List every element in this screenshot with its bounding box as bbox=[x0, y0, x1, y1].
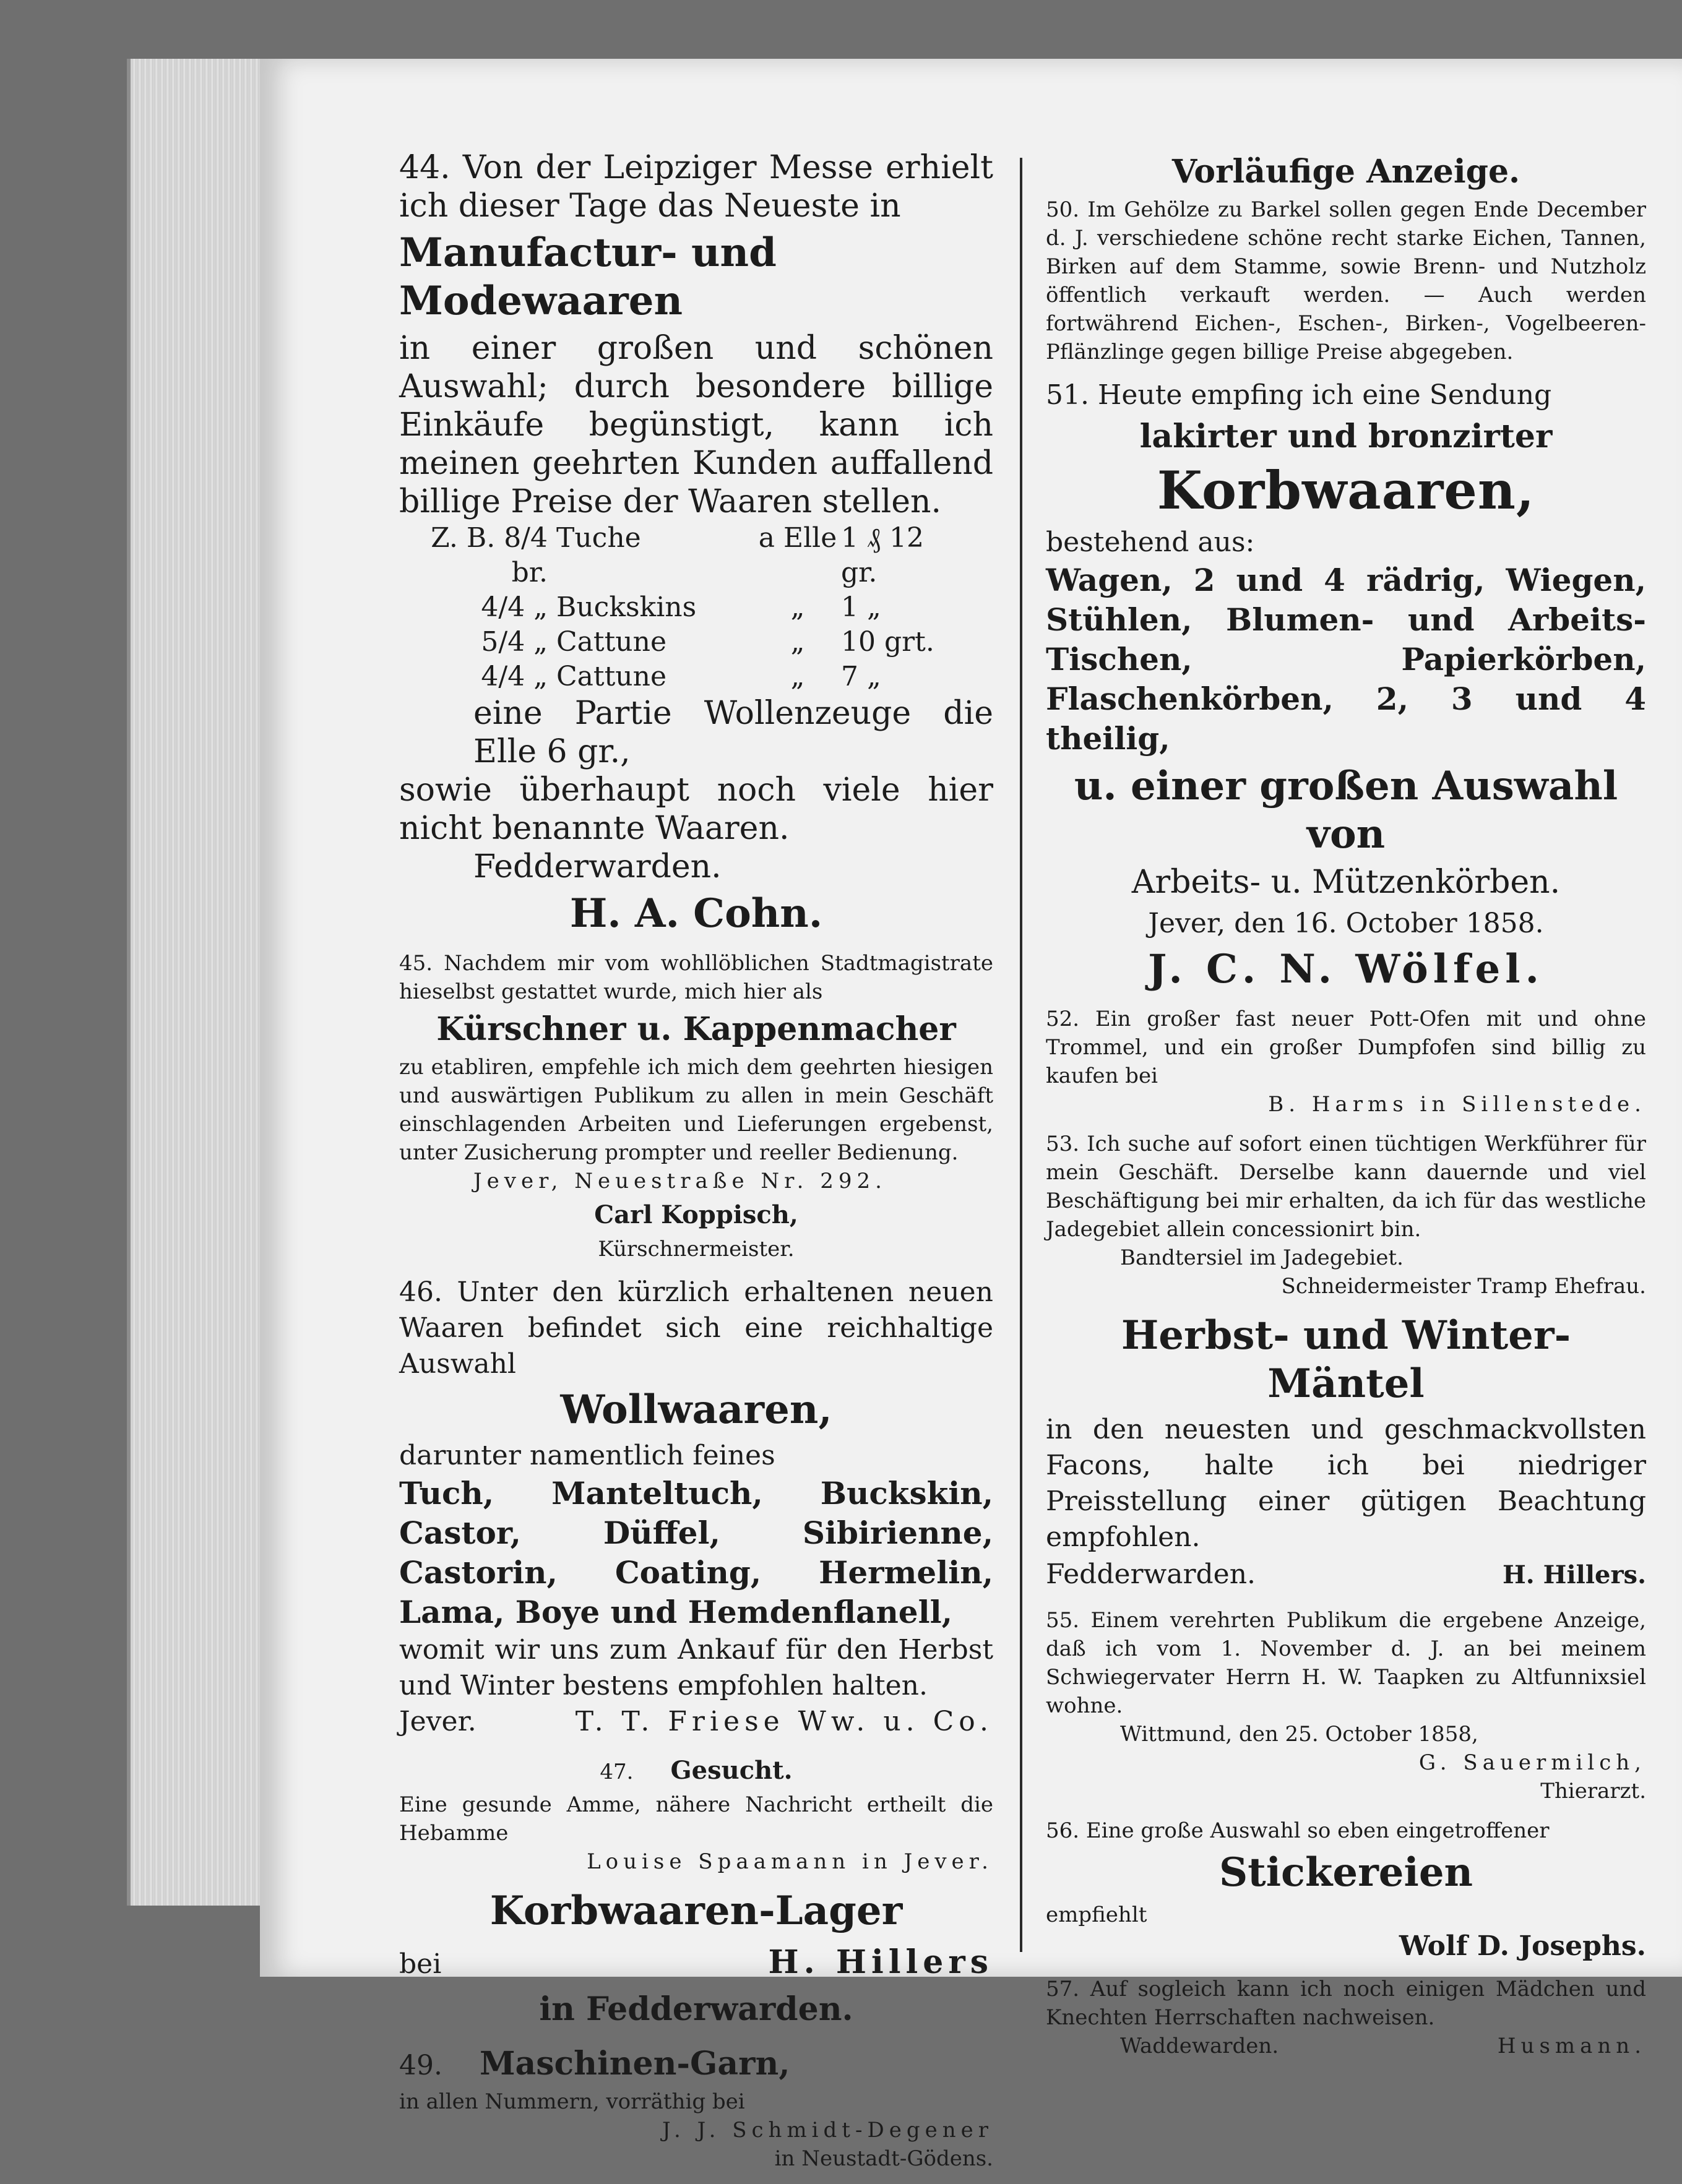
ad-text: 57. Auf sogleich kann ich noch einigen Mädchen und Knechten Herrschaften nachweisen. bbox=[1046, 1977, 1646, 2030]
ad-signature: Louise Spaamann in Jever. bbox=[587, 1849, 993, 1874]
right-column bbox=[1046, 148, 1646, 2071]
ad-text: empfiehlt bbox=[1046, 1902, 1147, 1927]
ad-title: Kürschnermeister. bbox=[598, 1237, 795, 1262]
ad-place: Fedderwarden. bbox=[1046, 1558, 1256, 1590]
ad-47 bbox=[399, 1751, 993, 1876]
ad-title: Thierarzt. bbox=[1540, 1779, 1646, 1804]
ad-signature: B. Harms in Sillenstede. bbox=[1268, 1092, 1646, 1117]
ad-signature: H. Hillers bbox=[768, 1943, 993, 1981]
ad-55 bbox=[1046, 1606, 1646, 1805]
ad-intro: 51. Heute empfing ich eine Sendung bbox=[1046, 379, 1552, 411]
ad-56 bbox=[1046, 1816, 1646, 1964]
ad-place: in Neustadt-Gödens. bbox=[774, 2146, 993, 2171]
ad-place: Waddewarden. bbox=[1120, 2034, 1279, 2058]
ad-place: Jever, den 16. October 1858. bbox=[1148, 908, 1544, 939]
ad-signature: Wolf D. Josephs. bbox=[1399, 1930, 1646, 1962]
ad-53 bbox=[1046, 1130, 1646, 1301]
ad-place: in Fedderwarden. bbox=[539, 1990, 853, 2028]
price-row: 5/4 „ Cattune „ 10 grt. bbox=[481, 626, 934, 658]
ad-text: in den neuesten und geschmackvollsten Facons, halte ich bei niedriger Preisstellung einer gütigen Beachtung empfohlen. bbox=[1046, 1414, 1646, 1553]
ad-place: Bandtersiel im Jadegebiet. bbox=[1120, 1245, 1404, 1270]
ad-57 bbox=[1046, 1975, 1646, 2060]
column-divider bbox=[1020, 158, 1022, 1952]
ad-signature: Schneidermeister Tramp Ehefrau. bbox=[1281, 1274, 1646, 1299]
ad-headline: Herbst- und Winter-Mäntel bbox=[1121, 1312, 1571, 1407]
ad-headline: lakirter und bronzirter bbox=[1139, 418, 1553, 455]
ad-signature: Carl Koppisch, bbox=[594, 1200, 798, 1229]
ad-signature: H. Hillers. bbox=[1503, 1560, 1646, 1589]
ad-text: 55. Einem verehrten Publikum die ergebene Anzeige, daß ich vom 1. November d. J. an bei meinem Schwiegervater Herrn H. W. Taapken zu Altfunnixsiel wohne. bbox=[1046, 1608, 1646, 1718]
ad-headline: Manufactur- und Modewaaren bbox=[399, 230, 777, 324]
ad-place: Fedderwarden. bbox=[473, 848, 722, 885]
ad-text: darunter namentlich feines bbox=[399, 1440, 775, 1471]
ad-items: Wagen, 2 und 4 rädrig, Wiegen, Stühlen, Blumen- und Arbeits-Tischen, Papierkörben, Flaschenkörben, 2, 3 und 4 theilig, bbox=[1046, 562, 1646, 757]
ad-52 bbox=[1046, 1005, 1646, 1119]
ad-49 bbox=[399, 2040, 993, 2173]
ad-text: Eine gesunde Amme, nähere Nachricht ertheilt die Hebamme bbox=[399, 1792, 993, 1846]
left-column bbox=[399, 148, 993, 2184]
ad-44 bbox=[399, 148, 993, 938]
ad-place: Wittmund, den 25. October 1858, bbox=[1120, 1722, 1478, 1747]
ad-number: 47. bbox=[600, 1760, 634, 1784]
ad-signature: H. A. Cohn. bbox=[569, 890, 823, 937]
ad-headline: Gesucht. bbox=[670, 1756, 793, 1785]
price-list bbox=[399, 521, 993, 694]
ad-headline: Korbwaaren-Lager bbox=[490, 1888, 903, 1934]
ad-headline: Korbwaaren, bbox=[1157, 460, 1535, 521]
ad-place: Jever, Neuestraße Nr. 292. bbox=[473, 1169, 887, 1193]
ad-headline: Maschinen-Garn, bbox=[479, 2045, 790, 2083]
ad-number: 49. bbox=[399, 2050, 442, 2081]
ad-text: in einer großen und schönen Auswahl; durch besondere billige Einkäufe begünstigt, kann ich meinen geehrten Kunden auffallend billige Preise der Waaren stellen. bbox=[399, 330, 993, 520]
ad-text: 46. Unter den kürzlich erhaltenen neuen Waaren befindet sich eine reichhaltige Auswahl bbox=[399, 1276, 993, 1380]
ad-place: Jever. bbox=[399, 1706, 477, 1737]
price-row: 4/4 „ Buckskins „ 1 „ bbox=[481, 591, 881, 623]
ad-text: u. einer großen Auswahl von bbox=[1074, 763, 1618, 858]
ad-signature: G. Sauermilch, bbox=[1418, 1750, 1646, 1775]
ad-45 bbox=[399, 949, 993, 1263]
ad-closing: sowie überhaupt noch viele hier nicht benannte Waaren. bbox=[399, 772, 993, 847]
ad-46 bbox=[399, 1275, 993, 1740]
ad-text: 50. Im Gehölze zu Barkel sollen gegen Ende December d. J. verschiedene schöne recht starke Eichen, Tannen, Birken auf dem Stamme, sowie Brenn- und Nutzholz öffentlich verkauft werden. — Auch werden fortwährend Eichen-, Eschen-, Birken-, Vogelbeeren-Pflänzlinge gegen billige Preise abgegeben. bbox=[1046, 197, 1646, 364]
ad-text: 56. Eine große Auswahl so eben eingetroffener bbox=[1046, 1818, 1550, 1843]
ad-text: in allen Nummern, vorräthig bei bbox=[399, 2089, 745, 2114]
ad-headline: Vorläufige Anzeige. bbox=[1171, 153, 1520, 191]
ad-headline: Stickereien bbox=[1218, 1849, 1473, 1896]
ad-text: zu etabliren, empfehle ich mich dem geehrten hiesigen und auswärtigen Publikum zu allen in mein Geschäft einschlagenden Arbeiten und Lieferungen ergebenst, unter Zusicherung prompter und reeller Bedienung. bbox=[399, 1055, 993, 1165]
ad-48 bbox=[399, 1887, 993, 2029]
ad-54 bbox=[1046, 1312, 1646, 1595]
ad-text: bestehend aus: bbox=[1046, 527, 1255, 558]
ad-extra: eine Partie Wollenzeuge die Elle 6 gr., bbox=[473, 695, 993, 770]
ad-51 bbox=[1046, 377, 1646, 994]
ad-number: 44. bbox=[399, 149, 451, 186]
ad-signature: J. J. Schmidt-Degener bbox=[662, 2118, 993, 2143]
ad-intro: Von der Leipziger Messe erhielt ich dieser Tage das Neueste in bbox=[399, 149, 994, 225]
ad-headline: Wollwaaren, bbox=[560, 1386, 832, 1433]
ad-items: Tuch, Manteltuch, Buckskin, Castor, Düffel, Sibirienne, Castorin, Coating, Hermelin, Lama, Boye und Hemdenflanell, bbox=[399, 1475, 993, 1630]
ad-text: bei bbox=[399, 1948, 442, 1980]
ad-text: 52. Ein großer fast neuer Pott-Ofen mit und ohne Trommel, und ein großer Dumpfofen sind billig zu kaufen bei bbox=[1046, 1007, 1646, 1088]
price-row: Z. B. 8/4 br. Tuche a Elle 1 ₰ 12 gr. bbox=[431, 522, 924, 588]
price-row: 4/4 „ Cattune „ 7 „ bbox=[481, 661, 881, 692]
ad-headline: Kürschner u. Kappenmacher bbox=[436, 1010, 956, 1048]
ad-text: 53. Ich suche auf sofort einen tüchtigen Werkführer für mein Geschäft. Derselbe kann dauernde und viel Beschäftigung bei mir erhalten, da ich für das westliche Jadegebiet allein concessionirt bin. bbox=[1046, 1132, 1646, 1242]
ad-text: 45. Nachdem mir vom wohllöblichen Stadtmagistrate hieselbst gestattet wurde, mich hier als bbox=[399, 951, 993, 1004]
ad-50 bbox=[1046, 152, 1646, 366]
ad-signature: T. T. Friese Ww. u. Co. bbox=[575, 1706, 993, 1737]
ad-text: womit wir uns zum Ankauf für den Herbst und Winter bestens empfohlen halten. bbox=[399, 1634, 993, 1701]
ad-text: Arbeits- u. Mützenkörben. bbox=[1131, 864, 1561, 901]
ad-signature: J. C. N. Wölfel. bbox=[1148, 946, 1544, 992]
ad-signature: Husmann. bbox=[1497, 2034, 1646, 2058]
